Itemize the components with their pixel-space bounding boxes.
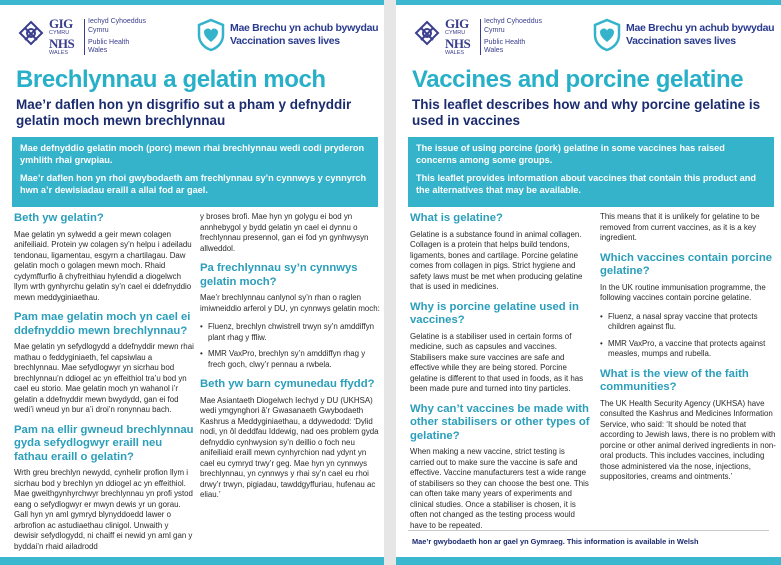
left-column: [410, 212, 590, 539]
gig-wordmark: GIG: [445, 16, 469, 31]
shield-heart-icon: [196, 18, 226, 52]
vaccine-list: [200, 322, 380, 370]
wales-wordmark: WALES: [49, 50, 69, 56]
intro-box: [408, 137, 774, 207]
celtic-knot-icon: [16, 19, 46, 49]
section-body: The UK Health Security Agency (UKHSA) have consulted the Kashrus and Medicines Information Service, who said: ‘It should be noted that according to Jewish laws, there is no problem with porcine or other animal derived ingredients in non-oral products. This includes vaccines, including those administered via the nose, injections, suppositories, creams and ointments.’: [600, 398, 776, 482]
nhs-wales-logo: [16, 16, 146, 59]
section-heading: Pam mae gelatin moch yn cael ei ddefnyddio mewn brechlynnau?: [14, 311, 191, 337]
list-item: • Fluenz, a nasal spray vaccine that protects children against flu.: [600, 312, 780, 333]
tagline-welsh: Mae Brechu yn achub bywydau: [230, 22, 379, 34]
section-heading: Pam na ellir gwneud brechlynnau gyda sefydlogwyr eraill neu fathau eraill o gelatin?: [14, 423, 194, 463]
intro-box: [12, 137, 378, 207]
org-name-en-2: Wales: [88, 47, 108, 55]
org-name-cy-2: Cymru: [88, 26, 109, 34]
org-name-en-1: Public Health: [484, 38, 526, 46]
section-body: Mae’r brechlynnau canlynol sy’n rhan o raglen imiwneiddio arferol y DU, yn cynnwys gelatin moch:: [200, 293, 380, 313]
section-body: Mae gelatin yn sefydlogydd a ddefnyddir mewn rhai mathau o feddyginiaeth, fel capsiwlau a brechlynnau. Mae sefydlogwyr yn sicrhau bod brechlynnau’n ddiogel ac yn effeithiol tra’u bod yn cael eu storio. Mae gelatin moch yn wahanol i’r gelatin a ddefnyddir mewn bwydydd, gan ei fod wedi’i wneud yn bur a’i droi’n ronynnau bach.: [14, 342, 194, 415]
right-column: [600, 212, 780, 491]
tagline-english: Vaccination saves lives: [626, 35, 736, 47]
intro-paragraph: Mae defnyddio gelatin moch (porc) mewn rhai brechlynnau wedi codi pryderon ymhlith rhai grwpiau.: [20, 143, 365, 165]
intro-paragraph: The issue of using porcine (pork) gelatine in some vaccines has raised concerns among some groups.: [416, 143, 725, 165]
section-heading: Beth yw barn cymunedau ffydd?: [200, 378, 375, 391]
intro-paragraph: This leaflet provides information about vaccines that contain this product and the alternatives that may be available.: [416, 172, 756, 195]
org-name-cy-2: Cymru: [484, 26, 505, 34]
english-leaflet-page: [396, 0, 781, 565]
section-heading: Why is porcine gelatine used in vaccines?: [410, 300, 579, 327]
section-body: In the UK routine immunisation programme, the following vaccines contain porcine gelatine.: [600, 282, 766, 303]
cymru-wordmark: CYMRU: [49, 30, 70, 36]
right-column: [200, 212, 380, 509]
wales-wordmark: WALES: [445, 50, 465, 56]
nhs-wales-logo: [412, 16, 542, 59]
cymru-wordmark: CYMRU: [445, 30, 466, 36]
section-heading: Which vaccines contain porcine gelatine?: [600, 251, 773, 278]
celtic-knot-icon: [412, 19, 442, 49]
top-accent-bar: [396, 0, 781, 5]
nhs-wordmark: NHS: [445, 36, 471, 51]
section-body: Gelatine is a stabiliser used in certain forms of medicine, such as capsules and vaccines. Stabilisers make sure vaccines are safe and effective while they are being stored. Porcine gelatine is different to that used in foods, as it has been made pure and turned into tiny particles.: [410, 331, 584, 394]
org-name: [88, 18, 148, 56]
org-name-en-2: Wales: [484, 47, 504, 55]
section-body: Gelatine is a substance found in animal collagen. Collagen is a protein that helps build tendons, ligaments, bones and cartilage. Porcine gelatine comes from collagen in pigs. Strict hygiene and safety laws must be met when producing gelatine that is used in medicines.: [410, 229, 583, 292]
welsh-leaflet-page: [0, 0, 384, 565]
nhs-wordmark: NHS: [49, 36, 75, 51]
list-item: • MMR VaxPro, brechlyn sy’n amddiffyn rhag y frech goch, clwy’r pennau a rwbela.: [200, 349, 380, 370]
bottom-accent-bar: [0, 557, 384, 565]
org-name-en-1: Public Health: [88, 38, 130, 46]
page-title: Vaccines and porcine gelatine: [412, 66, 744, 93]
page-subtitle: This leaflet describes how and why porcine gelatine is used in vaccines: [412, 97, 761, 128]
section-heading: Beth yw gelatin?: [14, 212, 104, 224]
intro-paragraph: Mae’r daflen hon yn rhoi gwybodaeth am frechlynnau sy’n cynnwys y cynnyrch hwn a’r dewisiadau eraill a allai fod ar gael.: [20, 172, 367, 195]
header: [0, 12, 384, 62]
section-heading: Pa frechlynnau sy’n cynnwys gelatin moch?: [200, 262, 358, 288]
section-body: Wrth greu brechlyn newydd, cynhelir profion llym i sicrhau bod y brechlyn yn ddiogel ac yn effeithiol. Mae gweithgynhyrchwyr brechlynnau yn profi ystod eang o sefydlogwyr er mwyn dewis yr un gorau. Gall hyn yn aml gymryd blynyddoedd lawer o arbrofion ac astudiaethau clinigol. Unwaith y dewisir sefydlogydd, ni chaiff ei newid yn aml gan y byddai’n rhaid ailadrodd: [14, 468, 193, 551]
tagline-welsh: Mae Brechu yn achub bywydau: [626, 22, 775, 34]
tagline-english: Vaccination saves lives: [230, 35, 340, 47]
shield-heart-icon: [592, 18, 622, 52]
org-name: [484, 18, 544, 56]
section-body: Mae Asiantaeth Diogelwch Iechyd y DU (UKHSA) wedi ymgynghori â’r Gwasanaeth Gwybodaeth Kashrus a Meddyginiaethau, a ddywedodd: ‘Dylid nodi, yn ôl deddfau Iddewig, nad oes problem gyda defnyddio cynhwysion sy’n deillio o foch neu anifeiliaid eraill mewn cynhyrchion nad ydynt yn cael eu cymryd trwy’r geg. Mae hyn yn cynnwys brechlynnau, yn cynnwys y rhai sy’n cael eu rhoi drwy’r trwyn, pigiadau, tawddgyffuriau, hufenau ac eliau.’: [200, 395, 379, 500]
org-name-cy-1: Iechyd Cyhoeddus: [484, 18, 542, 25]
list-item: • MMR VaxPro, a vaccine that protects against measles, mumps and rubella.: [600, 339, 780, 360]
page-title: Brechlynnau a gelatin moch: [16, 66, 326, 93]
section-heading: What is the view of the faith communities?: [600, 367, 749, 394]
language-availability-note: Mae’r gwybodaeth hon ar gael yn Gymraeg. This information is available in Welsh: [412, 537, 699, 546]
list-item: • Fluenz, brechlyn chwistrell trwyn sy’n amddiffyn plant rhag y ffliw.: [200, 322, 380, 343]
org-name-cy-1: Iechyd Cyhoeddus: [88, 18, 146, 25]
vaccination-logo: [592, 18, 775, 54]
vaccination-logo: [196, 18, 379, 54]
logo-divider: [480, 19, 481, 55]
section-body: When making a new vaccine, strict testing is carried out to make sure the vaccine is safe and effective. Vaccine manufacturers test a wide range of stabilisers so they can choose the best one. This can often take many years of experiments and clinical studies. Once a stabiliser is chosen, it is often not changed as the testing process would have to be repeated.: [410, 447, 589, 530]
bottom-accent-bar: [396, 557, 781, 565]
section-heading: What is gelatine?: [410, 212, 503, 224]
page-subtitle: Mae’r daflen hon yn disgrifio sut a pham y defnyddir gelatin moch mewn brechlynnau: [16, 97, 352, 128]
header: [396, 12, 781, 62]
section-heading: Why can’t vaccines be made with other stabilisers or other types of gelatine?: [410, 402, 590, 442]
left-column: [14, 212, 194, 560]
section-body: Mae gelatin yn sylwedd a geir mewn colagen anifeiliaid. Protein yw colagen sy’n helpu i adeiladu tendonau, ligamentau, esgyrn a chartilagau. Daw gelatin moch o golagen mewn moch. Rhaid cydymffurfio â chyfreithiau hylendid a diogelwch llym wrth gynhyrchu gelatin sy’n cael ei ddefnyddio mewn meddyginiaethau.: [14, 229, 192, 302]
section-body: y broses brofi. Mae hyn yn golygu ei bod yn annhebygol y bydd gelatin yn cael ei dynnu o frechlynnau presennol, gan ei fod yn gynhwysyn allweddol.: [200, 212, 369, 253]
footer-divider: [408, 530, 769, 531]
section-body: This means that it is unlikely for gelatine to be removed from current vaccines, as it is a key ingredient.: [600, 212, 760, 242]
top-accent-bar: [0, 0, 384, 5]
logo-divider: [84, 19, 85, 55]
gig-wordmark: GIG: [49, 16, 73, 31]
vaccine-list: [600, 312, 780, 360]
